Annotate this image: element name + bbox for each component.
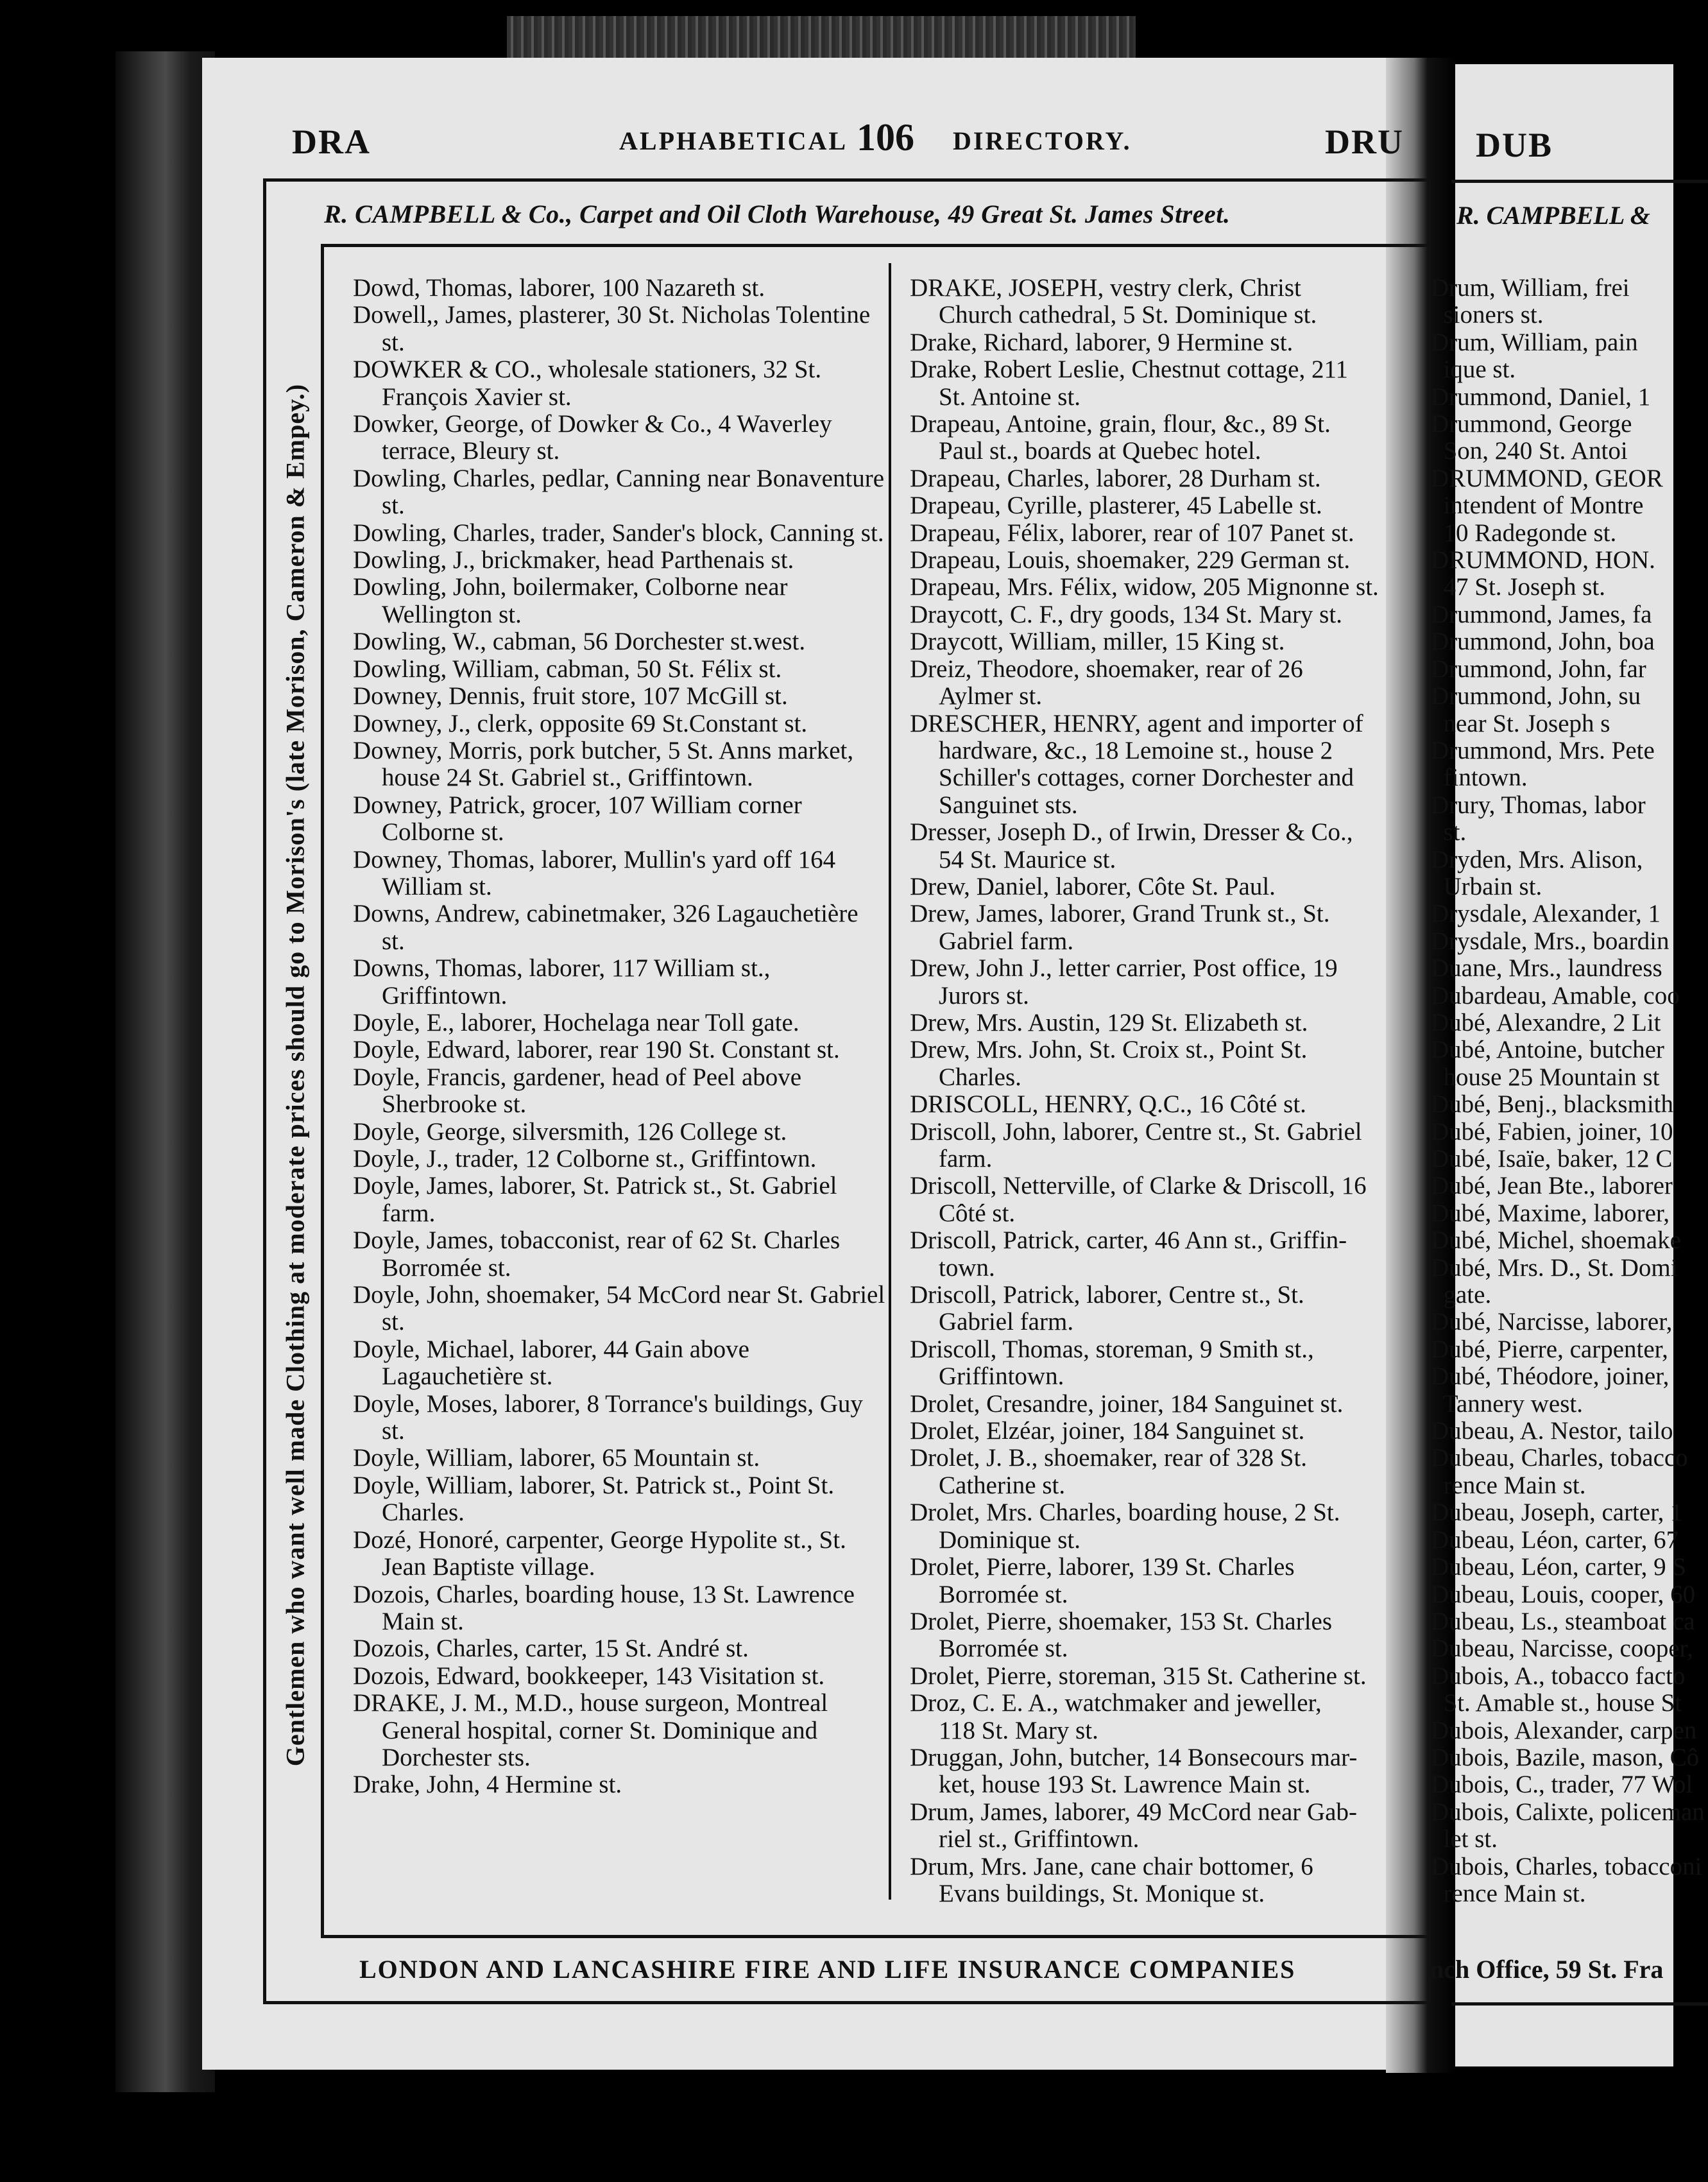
directory-entry (910, 900, 1420, 955)
entry-line: Sanguinet sts. (939, 791, 1078, 819)
entry-line: Jurors st. (939, 981, 1029, 1009)
next-page-line: Dubé, Antoine, butcher (1431, 1036, 1664, 1064)
directory-entry: Doyle, James, laborer, St. Patrick st., St. Gabriel farm. (353, 1172, 837, 1227)
entry-line: Gabriel farm. (939, 927, 1074, 955)
next-page-line: Dubé, Jean Bte., laborer (1431, 1172, 1673, 1200)
directory-entry (910, 1690, 1420, 1744)
next-page-line: Dubé, Théodore, joiner, (1431, 1362, 1670, 1391)
directory-entry: Dowd, Thomas, laborer, 100 Nazareth st. (353, 274, 765, 302)
next-page-line: Dubeau, A. Nestor, tailo (1431, 1417, 1673, 1445)
entry-line: Dreiz, Theodore, shoemaker, rear of 26 (910, 655, 1303, 683)
entry-line: Driscoll, Thomas, storeman, 9 Smith st., (910, 1335, 1314, 1363)
directory-entry: Downs, Thomas, laborer, 117 William st., Griffintown. (353, 954, 771, 1009)
next-page-line: Dubé, Maxime, laborer, (1431, 1199, 1670, 1227)
entry-line: Drew, Daniel, laborer, Côte St. Paul. (910, 872, 1276, 900)
next-page-line: Dubardeau, Amable, coo (1431, 981, 1680, 1009)
directory-entry: Dowling, Charles, trader, Sander's block, Canning st. (353, 519, 884, 547)
directory-entry (910, 329, 1420, 356)
next-page-line: gate. (1431, 1281, 1492, 1309)
entry-line: DRISCOLL, HENRY, Q.C., 16 Côté st. (910, 1090, 1306, 1119)
directory-entry: Doyle, William, laborer, St. Patrick st., Point St. Charles. (353, 1471, 835, 1527)
entry-line: Drolet, J. B., shoemaker, rear of 328 St. (910, 1444, 1308, 1472)
entry-line: 118 St. Mary st. (939, 1716, 1098, 1744)
next-page-line: Dubeau, Ls., steamboat ca (1431, 1607, 1695, 1635)
directory-entry: Doyle, John, shoemaker, 54 McCord near St. Gabriel st. (353, 1281, 885, 1336)
directory-entry: Doyle, Moses, laborer, 8 Torrance's buildings, Guy st. (353, 1389, 863, 1445)
entry-line: Charles. (939, 1063, 1021, 1091)
directory-entry (910, 628, 1420, 655)
entry-line: Dominique st. (939, 1525, 1080, 1554)
next-page-bottom-banner: nch Office, 59 St. Fra (1430, 1955, 1664, 1984)
scan-edge-strip (507, 16, 1136, 61)
directory-entry: Dowling, J., brickmaker, head Parthenais st. (353, 546, 794, 574)
next-page-line: Drummond, George (1431, 410, 1632, 438)
next-page-line: Urbain st. (1431, 872, 1542, 900)
entry-line: riel st., Griffintown. (939, 1825, 1140, 1853)
directory-entry: Doyle, E., laborer, Hochelaga near Toll gate. (353, 1008, 799, 1036)
directory-entry: Dozois, Charles, carter, 15 St. André st. (353, 1635, 749, 1663)
entry-line: ket, house 193 St. Lawrence Main st. (939, 1771, 1311, 1799)
bottom-advertisement: LONDON AND LANCASHIRE FIRE AND LIFE INSURANCE COMPANIES (359, 1955, 1296, 1984)
entry-line: Drolet, Pierre, shoemaker, 153 St. Charles (910, 1607, 1333, 1635)
directory-entry (910, 1799, 1420, 1853)
next-page-banner: R. CAMPBELL & (1456, 201, 1650, 230)
directory-entry (910, 1663, 1420, 1690)
next-page-line: Dubois, A., tobacco facto (1431, 1662, 1686, 1690)
directory-entry: Dowling, William, cabman, 50 St. Félix st. (353, 655, 782, 683)
next-page-line: Dubois, Calixte, policeman (1431, 1798, 1705, 1826)
next-page-line: intendent of Montre (1431, 492, 1644, 520)
entry-line: Drew, James, laborer, Grand Trunk st., St. (910, 900, 1330, 928)
entry-line: 54 St. Maurice st. (939, 845, 1116, 873)
directory-entry (910, 1499, 1420, 1554)
directory-entry (910, 411, 1420, 465)
directory-entry (910, 574, 1420, 601)
page-number: 106 (857, 116, 914, 159)
directory-entry: Doyle, George, silversmith, 126 College st. (353, 1117, 787, 1146)
entry-line: Paul st., boards at Quebec hotel. (939, 437, 1261, 465)
side-advertisement-text: Gentlemen who want well made Clothing at moderate prices should go to Morison's (late Morison, Cameron & Empey.) (280, 383, 310, 1767)
entry-line: Drolet, Elzéar, joiner, 184 Sanguinet st. (910, 1417, 1305, 1445)
directory-entry (910, 1173, 1420, 1227)
next-page-line: Dubé, Fabien, joiner, 10 (1431, 1117, 1673, 1146)
directory-entry (910, 275, 1420, 329)
directory-entry: Doyle, James, tobacconist, rear of 62 St. Charles Borromée st. (353, 1226, 841, 1282)
entry-line: Drapeau, Charles, laborer, 28 Durham st. (910, 464, 1321, 492)
next-page-line: sioners st. (1431, 301, 1544, 329)
directory-entry (910, 1119, 1420, 1173)
next-page-line: Dubeau, Louis, cooper, 60 (1431, 1580, 1696, 1608)
running-head (292, 116, 1428, 167)
directory-entry (910, 520, 1420, 547)
next-page-line: Dubé, Narcisse, laborer, (1431, 1308, 1673, 1336)
entry-line: DRESCHER, HENRY, agent and importer of (910, 709, 1363, 737)
directory-entry: Downs, Andrew, cabinetmaker, 326 Lagauchetière st. (353, 900, 858, 955)
directory-entry: Doyle, William, laborer, 65 Mountain st. (353, 1444, 760, 1472)
directory-entry: Doyle, Michael, laborer, 44 Gain above Lagauchetière st. (353, 1335, 749, 1391)
entry-line: Drum, Mrs. Jane, cane chair bottomer, 6 (910, 1852, 1313, 1880)
directory-entry: Dozois, Edward, bookkeeper, 143 Visitation st. (353, 1662, 825, 1690)
next-page-line: Drysdale, Mrs., boardin (1431, 927, 1670, 955)
next-page-line: Dubé, Alexandre, 2 Lit (1431, 1008, 1661, 1036)
directory-entry (910, 873, 1420, 900)
next-page-line: rence Main st. (1431, 1879, 1586, 1907)
entry-line: Drolet, Pierre, laborer, 139 St. Charles (910, 1553, 1295, 1581)
next-page-line: DRUMMOND, GEOR (1431, 464, 1663, 492)
directory-entry (910, 1554, 1420, 1608)
directory-entry: DRAKE, J. M., M.D., house surgeon, Montreal General hospital, corner St. Dominique and Dorchester sts. (353, 1689, 828, 1771)
next-page-line: Drummond, James, fa (1431, 600, 1652, 628)
next-page-line: Drummond, Daniel, 1 (1431, 382, 1651, 411)
next-page-line: near St. Joseph s (1431, 709, 1610, 737)
directory-entry (910, 1336, 1420, 1391)
entry-line: Drapeau, Antoine, grain, flour, &c., 89 St. (910, 410, 1331, 438)
next-page-line: Drum, William, pain (1431, 328, 1638, 356)
column-divider (889, 263, 891, 1900)
next-page-line: ique st. (1431, 356, 1516, 384)
directory-entry: Downey, Thomas, laborer, Mullin's yard off 164 William st. (353, 845, 836, 900)
entry-line: Drolet, Pierre, storeman, 315 St. Catherine st. (910, 1662, 1367, 1690)
directory-entry: Downey, Morris, pork butcher, 5 St. Anns market, house 24 St. Gabriel st., Griffintown. (353, 736, 854, 792)
next-page-line: DRUMMOND, HON. (1431, 546, 1655, 574)
directory-entry (910, 819, 1420, 873)
entry-line: Côté st. (939, 1199, 1016, 1227)
next-page-line: Dubois, Charles, tobacconi (1431, 1852, 1702, 1880)
next-page-line: house 25 Mountain st (1431, 1063, 1660, 1091)
left-column (353, 275, 885, 1799)
directory-entry (910, 1091, 1420, 1118)
right-column (910, 275, 1420, 1907)
entry-line: Drake, Robert Leslie, Chestnut cottage, 211 (910, 356, 1349, 384)
entry-line: Borromée st. (939, 1635, 1068, 1663)
entry-line: Driscoll, Patrick, laborer, Centre st., St. (910, 1281, 1304, 1309)
entry-line: Driscoll, John, laborer, Centre st., St. Gabriel (910, 1117, 1362, 1146)
entry-line: hardware, &c., 18 Lemoine st., house 2 (939, 736, 1333, 764)
header-title-b: DIRECTORY. (953, 126, 1132, 155)
right-guide-word: DRU (1325, 123, 1404, 161)
next-page-line: Dubé, Pierre, carpenter, (1431, 1335, 1668, 1363)
next-page-column (1431, 274, 1705, 1907)
entry-line: DRAKE, JOSEPH, vestry clerk, Christ (910, 274, 1301, 302)
next-page-line: Dubeau, Charles, tobacco (1431, 1444, 1688, 1472)
directory-entry: Downey, Dennis, fruit store, 107 McGill st. (353, 682, 788, 710)
entry-line: Gabriel farm. (939, 1308, 1074, 1336)
directory-entry (910, 1282, 1420, 1336)
next-page-line: Drum, William, frei (1431, 274, 1630, 302)
directory-entry (910, 1418, 1420, 1445)
next-page-line: Dubé, Mrs. D., St. Domi (1431, 1253, 1678, 1282)
directory-entry: Dowell,, James, plasterer, 30 St. Nicholas Tolentine st. (353, 301, 871, 356)
entry-line: Drake, Richard, laborer, 9 Hermine st. (910, 328, 1294, 356)
directory-entry (910, 1227, 1420, 1282)
next-page-line: Duane, Mrs., laundress (1431, 954, 1662, 983)
entry-line: Drolet, Cresandre, joiner, 184 Sanguinet st. (910, 1389, 1344, 1418)
next-page-line: Dubeau, Léon, carter, 9 S (1431, 1553, 1687, 1581)
next-page-line: Dubeau, Narcisse, cooper, (1431, 1635, 1693, 1663)
entry-line: Evans buildings, St. Monique st. (939, 1879, 1265, 1907)
next-page-line: Drummond, John, boa (1431, 628, 1655, 656)
directory-entry: Dozois, Charles, boarding house, 13 St. Lawrence Main st. (353, 1580, 855, 1635)
next-page-line: Dubé, Benj., blacksmith (1431, 1090, 1674, 1119)
entry-line: farm. (939, 1145, 993, 1173)
entry-line: Schiller's cottages, corner Dorchester and (939, 764, 1354, 792)
left-guide-word: DRA (292, 123, 371, 161)
directory-entry (910, 656, 1420, 710)
next-page-line: Dubois, C., trader, 77 Wol (1431, 1771, 1693, 1799)
entry-line: Drapeau, Louis, shoemaker, 229 German st. (910, 546, 1351, 574)
entry-line: Griffintown. (939, 1362, 1064, 1391)
directory-entry: Dowker, George, of Dowker & Co., 4 Waverley terrace, Bleury st. (353, 410, 832, 465)
directory-entry (910, 547, 1420, 574)
entry-line: Drapeau, Cyrille, plasterer, 45 Labelle st. (910, 492, 1322, 520)
next-page-line: 47 St. Joseph st. (1431, 573, 1605, 601)
directory-entry: Downey, J., clerk, opposite 69 St.Constant st. (353, 709, 808, 737)
next-page-line: St. Amable st., house St (1431, 1689, 1682, 1717)
next-page-line: Dubé, Isaïe, baker, 12 C (1431, 1145, 1673, 1173)
directory-entry: Dowling, Charles, pedlar, Canning near Bonaventure st. (353, 464, 885, 520)
entry-line: Druggan, John, butcher, 14 Bonsecours mar- (910, 1743, 1358, 1771)
next-page-line: st. (1431, 818, 1467, 846)
entry-line: Drum, James, laborer, 49 McCord near Gab- (910, 1798, 1357, 1826)
entry-line: Catherine st. (939, 1471, 1066, 1499)
entry-line: Drolet, Mrs. Charles, boarding house, 2 St. (910, 1499, 1340, 1527)
entry-line: Drew, Mrs. Austin, 129 St. Elizabeth st. (910, 1008, 1308, 1036)
book-spine (115, 51, 215, 2092)
next-page-line: Tannery west. (1431, 1389, 1583, 1418)
entry-line: Drew, John J., letter carrier, Post office, 19 (910, 954, 1338, 983)
next-page-line: rence Main st. (1431, 1471, 1586, 1499)
directory-entry: Dowling, W., cabman, 56 Dorchester st.west. (353, 628, 806, 656)
next-page-line: Drysdale, Alexander, 1 (1431, 900, 1661, 928)
next-page-line: Dubois, Bazile, mason, Cô (1431, 1743, 1700, 1771)
entry-line: Driscoll, Netterville, of Clarke & Driscoll, 16 (910, 1172, 1367, 1200)
directory-entry: Dowling, John, boilermaker, Colborne near Wellington st. (353, 573, 788, 628)
entry-line: St. Antoine st. (939, 382, 1081, 411)
directory-entry (910, 710, 1420, 820)
next-page-line: Dubois, Alexander, carpen (1431, 1716, 1697, 1744)
entry-line: Aylmer st. (939, 682, 1043, 710)
entry-line: Church cathedral, 5 St. Dominique st. (939, 301, 1317, 329)
next-page-line: Drummond, John, far (1431, 655, 1646, 683)
next-page-line: Drummond, John, su (1431, 682, 1641, 710)
next-page-line: Dubé, Michel, shoemake (1431, 1226, 1681, 1255)
directory-entry (910, 1445, 1420, 1499)
entry-line: Draycott, C. F., dry goods, 134 St. Mary st. (910, 600, 1342, 628)
directory-entry: Doyle, Francis, gardener, head of Peel above Sherbrooke st. (353, 1063, 802, 1119)
directory-entry (910, 1009, 1420, 1036)
next-page-line: 10 Radegonde st. (1431, 519, 1617, 547)
entry-line: town. (939, 1253, 995, 1282)
top-advertisement: R. CAMPBELL & Co., Carpet and Oil Cloth Warehouse, 49 Great St. James Street. (324, 200, 1231, 228)
next-page-line: Dubeau, Joseph, carter, 1 (1431, 1499, 1683, 1527)
entry-line: Drew, Mrs. John, St. Croix st., Point St. (910, 1036, 1308, 1064)
directory-entry: DOWKER & CO., wholesale stationers, 32 St. François Xavier st. (353, 356, 822, 411)
directory-entry: Doyle, J., trader, 12 Colborne st., Griffintown. (353, 1145, 817, 1173)
next-page-line: Dryden, Mrs. Alison, (1431, 845, 1643, 873)
next-page-line: Dubeau, Léon, carter, 67 (1431, 1525, 1679, 1554)
next-page-guide-word: DUB (1476, 126, 1553, 164)
directory-entry (910, 601, 1420, 628)
side-advertisement (263, 225, 327, 1925)
entry-line: Draycott, William, miller, 15 King st. (910, 628, 1285, 656)
entry-line: Borromée st. (939, 1580, 1068, 1608)
directory-entry: Doyle, Edward, laborer, rear 190 St. Constant st. (353, 1036, 840, 1064)
header-title-a: ALPHABETICAL (619, 126, 848, 155)
entry-line: Driscoll, Patrick, carter, 46 Ann st., Griffin- (910, 1226, 1347, 1255)
next-page-line: let st. (1431, 1825, 1498, 1853)
entry-line: Droz, C. E. A., watchmaker and jeweller, (910, 1689, 1322, 1717)
directory-entry (910, 1391, 1420, 1418)
directory-entry (910, 465, 1420, 492)
directory-entry: Downey, Patrick, grocer, 107 William corner Colborne st. (353, 791, 802, 846)
directory-entry: Dozé, Honoré, carpenter, George Hypolite st., St. Jean Baptiste village. (353, 1525, 846, 1581)
directory-entry (910, 1608, 1420, 1663)
next-page-line: Son, 240 St. Antoi (1431, 437, 1628, 465)
directory-entry: Drake, John, 4 Hermine st. (353, 1771, 622, 1799)
next-page-line: Drummond, Mrs. Pete (1431, 736, 1655, 764)
directory-entry (910, 1036, 1420, 1091)
entry-line: Drapeau, Félix, laborer, rear of 107 Panet st. (910, 519, 1354, 547)
directory-entry (910, 955, 1420, 1009)
next-page-line: Drury, Thomas, labor (1431, 791, 1646, 819)
directory-entry (910, 492, 1420, 519)
next-page-line: fintown. (1431, 764, 1528, 792)
directory-entry (910, 1853, 1420, 1908)
entry-line: Dresser, Joseph D., of Irwin, Dresser & Co., (910, 818, 1353, 846)
directory-entry (910, 356, 1420, 411)
entry-line: Drapeau, Mrs. Félix, widow, 205 Mignonne st. (910, 573, 1379, 601)
directory-entry (910, 1744, 1420, 1799)
